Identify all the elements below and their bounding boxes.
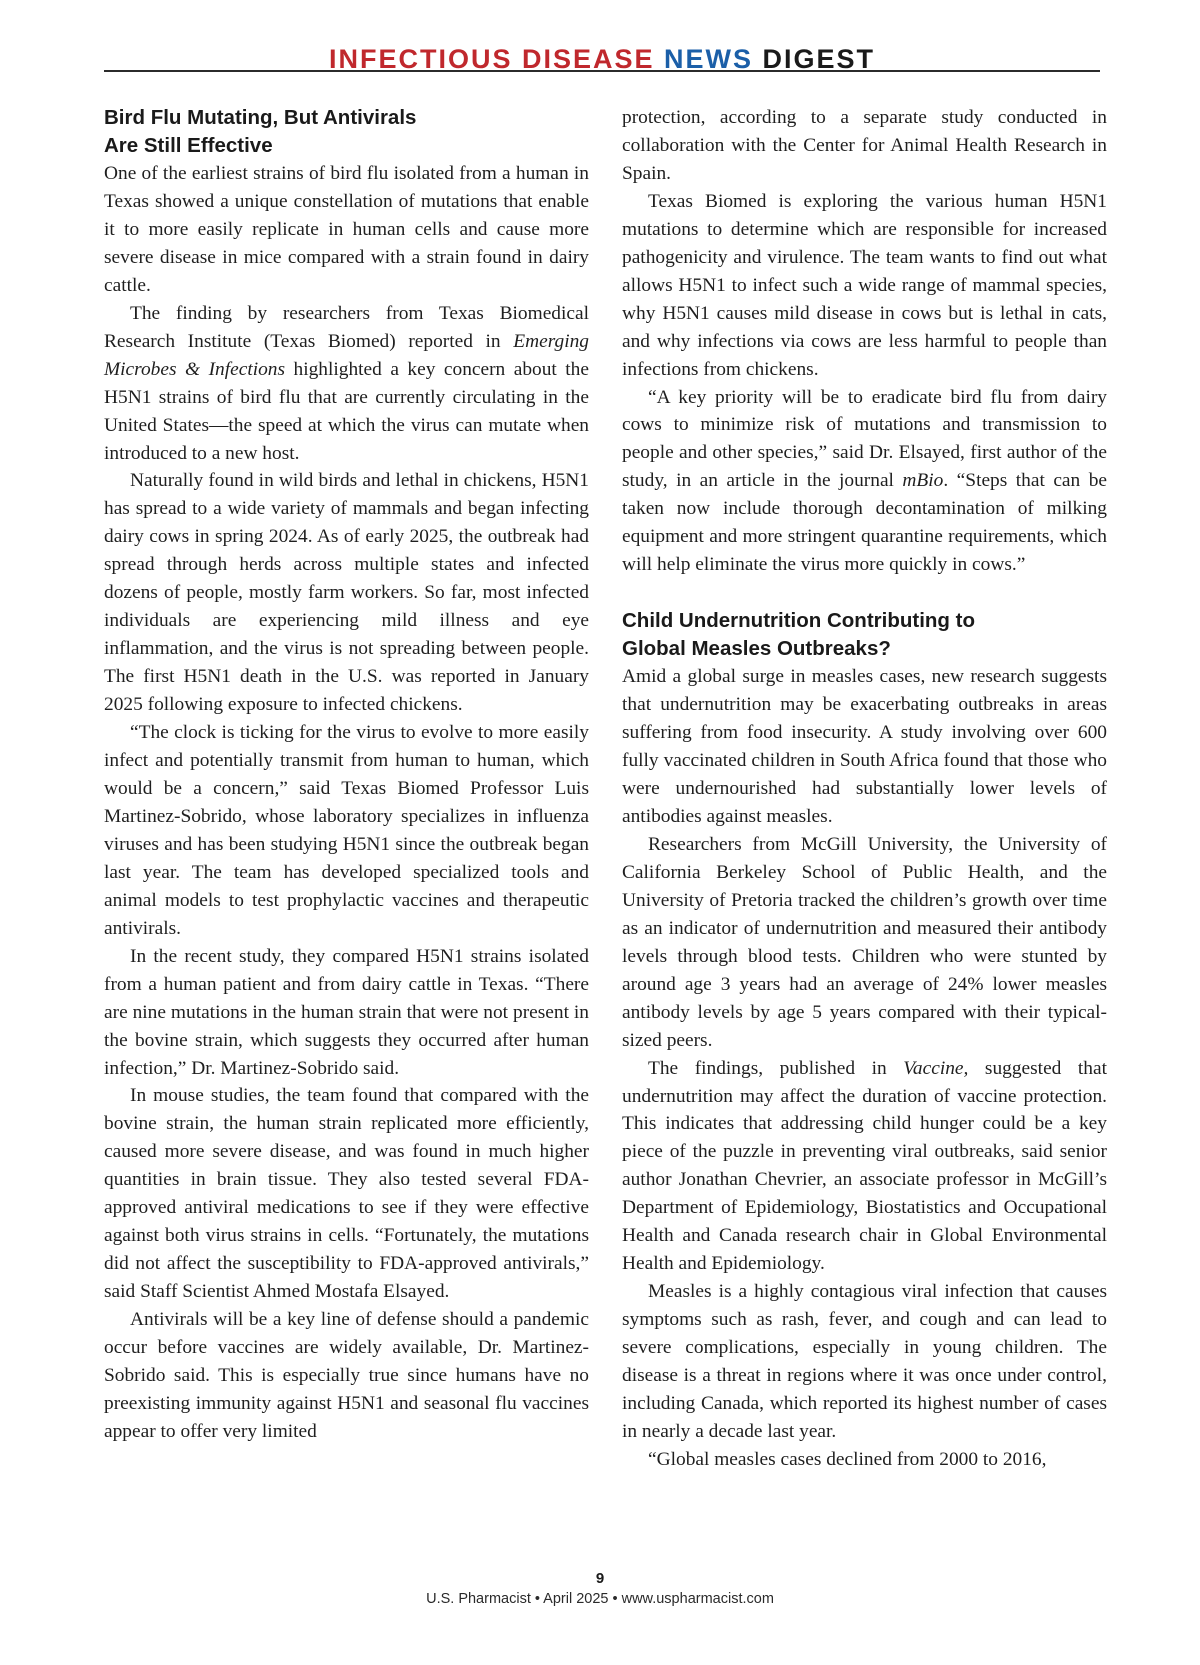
article2-paragraph-4: Measles is a highly contagious viral infection that causes symptoms such as rash, fever, and cough and can lead to severe complications, especially in young children. The disease is a threat in regions where it was once under control, including Canada, which reported its highest number of cases in nearly a decade last year. [622,1281,1107,1442]
article1-p2-journal: Emerging Microbes & Infections [104,330,589,380]
article1-title-line2: Are Still Effective [104,134,273,157]
article2-title-line2: Global Measles Outbreaks? [622,637,891,661]
article1-title [104,104,589,160]
header-rule [104,70,1100,72]
article1-p9-text-a: “A key priority will be to eradicate bird flu from dairy cows to minimize risk of mutations and transmission to people and other species,” said Dr. Elsayed, first author of the study, in an article in the journal [622,386,1107,492]
article1-paragraph-1: One of the earliest strains of bird flu isolated from a human in Texas showed a unique constellation of mutations that enable it to more easily replicate in human cells and cause more severe disease in mice compared with a strain found in dairy cattle. [104,163,589,296]
article2-p3-text-a: The findings, published in [648,1057,904,1079]
article1-paragraph-6: In mouse studies, the team found that compared with the bovine strain, the human strain replicated more efficiently, caused more severe disease, and was found in much higher quantities in brain tissue. They also tested several FDA-approved antiviral medications to see if they were effective against both virus strains in cells. “Fortunately, the mutations did not affect the susceptibility to FDA-approved antivirals,” said Staff Scientist Ahmed Mostafa Elsayed. [104,1085,589,1303]
article2-paragraph-2: Researchers from McGill University, the University of California Berkeley School of Public Health, and the University of Pretoria tracked the children’s growth over time as an indicator of undernutrition and measured their antibody levels through blood tests. Children who were stunted by around age 3 years had an average of 24% lower measles antibody levels by age 5 years compared with their typical-sized peers. [622,833,1107,1051]
article1-paragraph-9 [622,384,1107,580]
article1-paragraph-8: Texas Biomed is exploring the various human H5N1 mutations to determine which are responsible for increased pathogenicity and virulence. The team wants to find out what allows H5N1 to infect such a wide range of mammal species, why H5N1 causes mild disease in cows but is lethal in cats, and why infections via cows are less harmful to people than infections from chickens. [622,190,1107,380]
article2-paragraph-5: “Global measles cases declined from 2000 to 2016, [648,1448,1047,1470]
article2-title-line1: Child Undernutrition Contributing to [622,609,975,633]
article1-paragraph-7-continued: protection, according to a separate study conducted in collaboration with the Center for Animal Health Research in Spain. [622,107,1107,184]
header-infectious-disease: INFECTIOUS DISEASE [328,44,655,74]
right-column [622,104,1107,1474]
article2-p3-text-b: suggested that undernutrition may affect the duration of vaccine protection. This indicates that addressing child hunger could be a key piece of the puzzle in preventing viral outbreaks, said senior author Jonathan Chevrier, an associate professor in McGill’s Department of Epidemiology, Biostatistics and Occupational Health and Canada research chair in Global Environmental Health and Epidemiology. [622,1057,1107,1275]
article1-paragraph-4: “The clock is ticking for the virus to evolve to more easily infect and potentially transmit from human to human, which would be a concern,” said Texas Biomed Professor Luis Martinez-Sobrido, whose laboratory specializes in influenza viruses and has been studying H5N1 since the outbreak began last year. The team has developed specialized tools and animal models to test prophylactic vaccines and therapeutic antivirals. [104,722,589,939]
article2-p3-journal: Vaccine, [903,1057,969,1079]
article1-title-line1: Bird Flu Mutating, But Antivirals [104,106,417,129]
article1-paragraph-5: In the recent study, they compared H5N1 strains isolated from a human patient and from dairy cattle in Texas. “There are nine mutations in the human strain that were not present in the bovine strain, which suggests they occurred after human infection,” Dr. Martinez-Sobrido said. [104,945,589,1079]
article1-p9-text-b: . “Steps that can be taken now include thorough decontamination of milking equipment and more stringent quarantine requirements, which will help eliminate the virus more quickly in cows.” [622,470,1107,576]
header-news: NEWS [664,44,754,74]
article1-paragraph-3: Naturally found in wild birds and lethal in chickens, H5N1 has spread to a wide variety of mammals and began infecting dairy cows in spring 2024. As of early 2025, the outbreak had spread through herds across multiple states and infected dozens of people, mostly farm workers. So far, most infected individuals are experiencing mild illness and eye inflammation, and the virus is not spreading between people. The first H5N1 death in the U.S. was reported in January 2025 following exposure to infected chickens. [104,470,589,716]
header-digest: DIGEST [762,44,876,74]
article1-p2-text-a: The finding by researchers from Texas Biomedical Research Institute (Texas Biomed) reported in [104,302,589,352]
article1-paragraph-7: Antivirals will be a key line of defense should a pandemic occur before vaccines are widely available, Dr. Martinez-Sobrido said. This is especially true since humans have no preexisting immunity against H5N1 and seasonal flu vaccines appear to offer very limited [104,1309,589,1442]
article2-paragraph-3 [622,1055,1107,1279]
article2-title [622,607,1107,663]
article2-paragraph-1: Amid a global surge in measles cases, new research suggests that undernutrition may be exacerbating outbreaks in areas suffering from food insecurity. A study involving over 600 fully vaccinated children in South Africa found that those who were undernourished had substantially lower levels of antibodies against measles. [622,666,1107,827]
article-separator [622,579,1107,607]
article1-paragraph-2 [104,300,589,468]
publication-footer: U.S. Pharmacist • April 2025 • www.uspharmacist.com [426,1591,774,1607]
left-column [104,104,589,1446]
article1-p2-text-b: highlighted a key concern about the H5N1 strains of bird flu that are currently circulating in the United States—the speed at which the virus can mutate when introduced to a new host. [104,358,589,464]
page-number: 9 [595,1570,605,1587]
article1-p9-journal: mBio [902,470,944,492]
